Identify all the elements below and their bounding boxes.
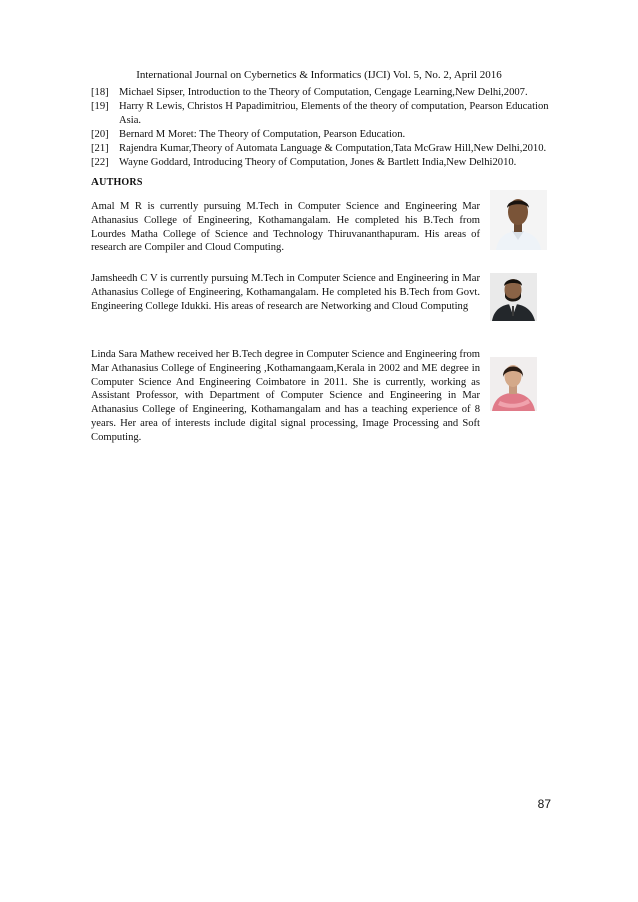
reference-item: [91, 142, 561, 156]
reference-text: Rajendra Kumar,Theory of Automata Language & Computation,Tata McGraw Hill,New Delhi,2010.: [119, 143, 547, 154]
reference-item: [91, 100, 561, 128]
person-icon: [490, 190, 547, 250]
author-photo-linda: [490, 357, 537, 411]
authors-heading-initial: A: [91, 176, 100, 188]
reference-number: [19]: [91, 101, 109, 112]
reference-item: [91, 128, 561, 142]
reference-list: [91, 86, 561, 170]
person-icon: [490, 357, 537, 411]
author-photo-jamsheedh: [490, 273, 537, 321]
author-photo-amal: [490, 190, 547, 250]
reference-number: [21]: [91, 143, 109, 154]
authors-heading-rest: UTHORS: [99, 177, 143, 188]
reference-number: [20]: [91, 129, 109, 140]
reference-number: [18]: [91, 87, 109, 98]
author-bio-amal: Amal M R is currently pursuing M.Tech in Computer Science and Engineering Mar Athanasius College of Engineering, Kothamangalam. He completed his B.Tech from Lourdes Matha College of Science and Technology Thiruvananthapuram. His areas of research are Compiler and Cloud Computing.: [91, 201, 480, 254]
journal-header: International Journal on Cybernetics & Informatics (IJCI) Vol. 5, No. 2, April 2016: [136, 69, 502, 81]
page-number: 87: [537, 797, 551, 811]
reference-item: [91, 156, 561, 170]
reference-text: Bernard M Moret: The Theory of Computation, Pearson Education.: [119, 129, 406, 140]
reference-text: Harry R Lewis, Christos H Papadimitriou, Elements of the theory of computation, Pearson Education Asia.: [119, 101, 549, 126]
person-icon: [490, 273, 537, 321]
reference-text: Wayne Goddard, Introducing Theory of Computation, Jones & Bartlett India,New Delhi2010.: [119, 157, 517, 168]
reference-text: Michael Sipser, Introduction to the Theory of Computation, Cengage Learning,New Delhi,2007.: [119, 87, 528, 98]
authors-heading: [91, 176, 143, 188]
author-bio-linda: Linda Sara Mathew received her B.Tech degree in Computer Science and Engineering from Mar Athanasius College of Engineering ,Kothamangaam,Kerala in 2002 and ME degree in Computer Science And Engineering Coimbatore in 2011. She is currently, working as Assistant Professor, with Department of Computer Science and Engineering in Mar Athanasius College of Engineering, Kothamangalam and has a teaching experience of 8 years. Her area of interests include digital signal processing, Image Processing and Soft Computing.: [91, 349, 481, 443]
reference-item: [91, 86, 561, 100]
reference-number: [22]: [91, 157, 109, 168]
author-bio-jamsheedh: Jamsheedh C V is currently pursuing M.Tech in Computer Science and Engineering in Mar Athanasius College of Engineering, Kothamangalam. He completed his B.Tech from Govt. Engineering College Idukki. His areas of research are Networking and Cloud Computing: [91, 273, 480, 312]
